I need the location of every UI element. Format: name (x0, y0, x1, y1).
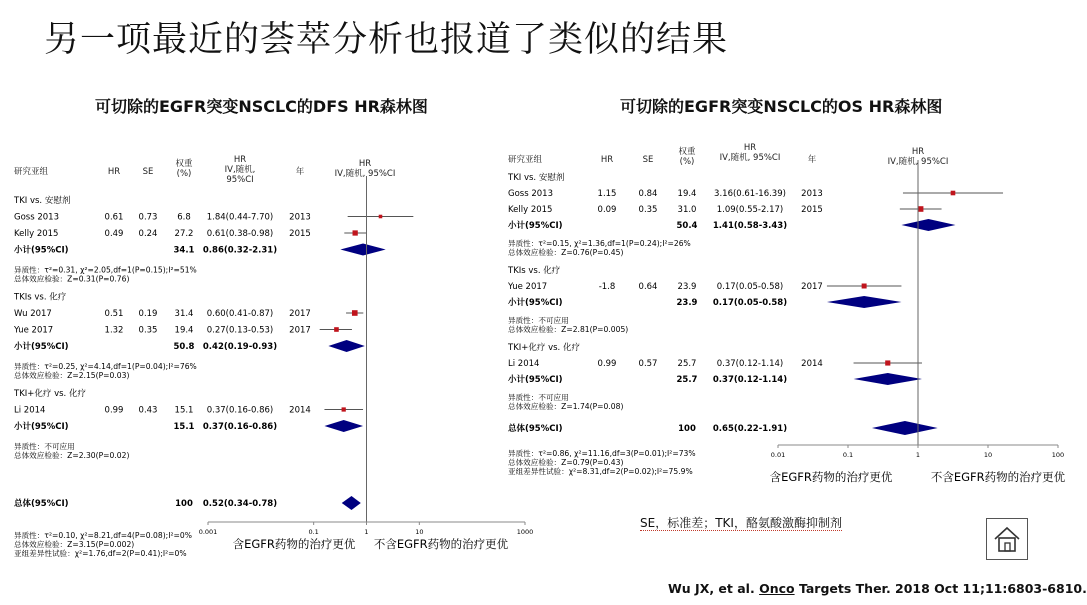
subtotal-label: 小计(95%CI) (508, 221, 563, 231)
study-year: 2014 (289, 405, 311, 416)
citation (668, 581, 1087, 596)
overall-stats: 总体效应检验：Z=0.79(P=0.43) (508, 458, 624, 467)
study-hr: 0.61 (104, 212, 124, 223)
subgroup-stats: 异质性：τ²=0.25, χ²=4.14,df=1(P=0.04);I²=76% (14, 362, 197, 371)
subtotal-label: 小计(95%CI) (14, 342, 69, 352)
x-tick-label: 10 (415, 528, 424, 536)
study-year: 2013 (289, 212, 311, 223)
x-tick-label: 10 (983, 451, 993, 459)
subtotal-weight: 25.7 (676, 375, 698, 385)
study-hr: 0.49 (104, 229, 124, 239)
study-hr: 0.09 (597, 205, 617, 215)
study-ci: 0.37(0.12-1.14) (716, 359, 784, 369)
study-weight: 6.8 (177, 212, 191, 223)
header-plot: HR IV,随机, 95%CI (887, 147, 949, 167)
overall-stats: 总体效应检验：Z=3.15(P=0.002) (14, 540, 135, 549)
header-hr: HR (107, 167, 121, 177)
x-tick-label: 1 (364, 528, 369, 536)
subtotal-label: 小计(95%CI) (14, 422, 69, 432)
study-name: Li 2014 (508, 359, 540, 369)
abbreviation-footnote (640, 514, 842, 531)
header-ci: HR IV,随机, 95%CI (719, 143, 781, 163)
study-name: Kelly 2015 (14, 229, 59, 239)
subgroup-stats: 异质性：τ²=0.15, χ²=1.36,df=1(P=0.24);I²=26% (508, 239, 691, 248)
study-square (353, 230, 358, 235)
study-ci: 3.16(0.61-16.39) (714, 189, 786, 199)
subtotal-diamond (901, 219, 955, 231)
subtotal-ci: 0.86(0.32-2.31) (202, 245, 278, 256)
study-name: Yue 2017 (14, 325, 54, 336)
study-year: 2015 (801, 205, 823, 215)
favor-left-label: 含EGFR药物的治疗更优 (232, 537, 356, 551)
overall-weight: 100 (175, 499, 193, 509)
x-tick-label: 0.01 (770, 451, 786, 459)
overall-stats: 亚组差异性试验：χ²=8.31,df=2(P=0.02);I²=75.9% (508, 467, 693, 476)
study-se: 0.35 (638, 205, 658, 215)
group-label: TKI+化疗 vs. 化疗 (508, 343, 580, 353)
citation-suffix: Targets Ther. 2018 Oct 11;11:6803-6810. (794, 581, 1087, 596)
slide-title: 另一项最近的荟萃分析也报道了类似的结果 (44, 20, 729, 60)
subgroup-stats: 总体效应检验：Z=2.30(P=0.02) (14, 451, 130, 460)
subtotal-weight: 50.4 (676, 221, 698, 231)
subtotal-weight: 23.9 (676, 298, 698, 308)
study-square (885, 360, 890, 365)
group-label: TKI vs. 安慰剂 (14, 196, 71, 206)
overall-label: 总体(95%CI) (508, 424, 563, 434)
overall-label: 总体(95%CI) (14, 499, 69, 509)
study-weight: 31.0 (677, 205, 697, 215)
study-ci: 1.09(0.55-2.17) (716, 205, 784, 215)
overall-stats: 异质性：τ²=0.10, χ²=8.21,df=4(P=0.08);I²=0% (14, 531, 192, 540)
overall-ci: 0.65(0.22-1.91) (712, 424, 788, 434)
subtotal-ci: 1.41(0.58-3.43) (712, 221, 788, 231)
subtotal-diamond (328, 340, 364, 352)
subgroup-stats: 总体效应检验：Z=2.15(P=0.03) (14, 371, 130, 380)
header-se: SE (142, 167, 154, 177)
study-ci: 0.27(0.13-0.53) (206, 325, 274, 336)
group-label: TKI+化疗 vs. 化疗 (14, 389, 86, 399)
header-weight: 权重(%) (175, 159, 193, 179)
favor-right-label: 不含EGFR药物的治疗更优 (373, 537, 509, 551)
study-se: 0.64 (638, 282, 658, 292)
study-year: 2017 (289, 325, 311, 336)
subtotal-weight: 15.1 (173, 422, 195, 432)
study-hr: 0.99 (104, 405, 124, 416)
subtotal-ci: 0.42(0.19-0.93) (202, 342, 278, 352)
study-square (334, 327, 339, 332)
subtotal-diamond (827, 296, 902, 308)
citation-journal: Onco (759, 581, 795, 596)
study-se: 0.43 (138, 405, 158, 416)
dfs-forest-plot (0, 140, 534, 570)
study-weight: 19.4 (677, 189, 697, 199)
x-tick-label: 0.1 (308, 528, 319, 536)
study-square (862, 284, 867, 289)
dfs-plot-title: 可切除的EGFR突变NSCLC的DFS HR森林图 (95, 97, 428, 116)
x-tick-label: 0.001 (198, 528, 218, 536)
overall-diamond (872, 421, 938, 435)
study-weight: 31.4 (174, 309, 194, 319)
study-weight: 19.4 (174, 325, 194, 336)
header-ci: HR IV,随机, 95%CI (224, 155, 256, 185)
study-se: 0.24 (138, 229, 158, 239)
header-year: 年 (807, 155, 817, 165)
study-hr: 1.32 (104, 325, 124, 336)
group-label: TKIs vs. 化疗 (14, 292, 67, 303)
subgroup-stats: 总体效应检验：Z=2.81(P=0.005) (508, 325, 629, 334)
study-ci: 0.37(0.16-0.86) (206, 405, 274, 416)
x-tick-label: 0.1 (842, 451, 854, 459)
study-year: 2015 (289, 229, 311, 239)
x-tick-label: 1000 (516, 528, 534, 536)
study-name: Kelly 2015 (508, 205, 553, 215)
subtotal-weight: 50.8 (173, 342, 195, 352)
header-hr: HR (600, 155, 614, 165)
header-study: 研究亚组 (508, 155, 543, 165)
subgroup-stats: 异质性：不可应用 (14, 442, 75, 451)
study-hr: 0.51 (104, 309, 124, 319)
study-hr: 0.99 (597, 359, 617, 369)
study-se: 0.73 (138, 212, 158, 223)
header-study: 研究亚组 (14, 167, 49, 177)
study-square (951, 191, 956, 196)
study-se: 0.57 (638, 359, 658, 369)
subgroup-stats: 异质性：不可应用 (508, 393, 569, 402)
subtotal-label: 小计(95%CI) (14, 245, 69, 256)
study-ci: 1.84(0.44-7.70) (206, 212, 274, 223)
study-weight: 15.1 (174, 405, 194, 416)
os-plot-title: 可切除的EGFR突变NSCLC的OS HR森林图 (620, 97, 943, 116)
header-weight: 权重(%) (678, 147, 696, 167)
study-year: 2013 (801, 189, 823, 199)
overall-stats: 异质性：τ²=0.86, χ²=11.16,df=3(P=0.01);I²=73% (508, 449, 696, 458)
x-tick-label: 100 (1051, 451, 1065, 459)
subgroup-stats: 总体效应检验：Z=1.74(P=0.08) (508, 402, 624, 411)
overall-ci: 0.52(0.34-0.78) (202, 499, 278, 509)
overall-diamond (342, 496, 361, 510)
study-ci: 0.60(0.41-0.87) (206, 309, 274, 319)
group-label: TKI vs. 安慰剂 (508, 173, 565, 183)
study-name: Wu 2017 (14, 309, 52, 319)
study-hr: 1.15 (597, 189, 617, 199)
study-weight: 27.2 (174, 229, 194, 239)
subtotal-label: 小计(95%CI) (508, 375, 563, 385)
favor-right-label: 不含EGFR药物的治疗更优 (930, 470, 1066, 484)
study-se: 0.19 (138, 309, 158, 319)
study-weight: 25.7 (677, 359, 697, 369)
os-forest-plot (500, 136, 1080, 496)
x-tick-label: 1 (915, 451, 921, 459)
footnote-text: SE，标准差；TKI，酪氨酸激酶抑制剂 (640, 516, 842, 530)
study-name: Li 2014 (14, 405, 46, 416)
study-year: 2014 (801, 359, 823, 369)
study-square (379, 215, 383, 219)
subtotal-ci: 0.17(0.05-0.58) (712, 298, 788, 308)
study-square (342, 407, 346, 411)
study-name: Yue 2017 (508, 282, 548, 292)
study-square (918, 206, 924, 212)
group-label: TKIs vs. 化疗 (508, 266, 561, 276)
subgroup-stats: 异质性：不可应用 (508, 316, 569, 325)
study-se: 0.84 (638, 189, 658, 199)
study-ci: 0.17(0.05-0.58) (716, 282, 784, 292)
subtotal-label: 小计(95%CI) (508, 298, 563, 308)
subtotal-ci: 0.37(0.12-1.14) (712, 375, 788, 385)
citation-prefix: Wu JX, et al. (668, 581, 760, 596)
study-name: Goss 2013 (508, 189, 553, 199)
study-year: 2017 (801, 282, 823, 292)
study-year: 2017 (289, 309, 311, 319)
study-hr: -1.8 (598, 282, 616, 292)
subtotal-weight: 34.1 (173, 245, 195, 256)
study-se: 0.35 (138, 325, 158, 336)
header-year: 年 (295, 167, 305, 177)
home-icon (987, 519, 1027, 559)
study-name: Goss 2013 (14, 212, 59, 223)
subtotal-diamond (324, 420, 363, 432)
favor-left-label: 含EGFR药物的治疗更优 (769, 470, 893, 484)
subtotal-diamond (854, 373, 922, 385)
header-se: SE (642, 155, 654, 165)
study-ci: 0.61(0.38-0.98) (206, 229, 274, 239)
study-square (352, 310, 358, 316)
study-weight: 23.9 (677, 282, 697, 292)
subgroup-stats: 总体效应检验：Z=0.31(P=0.76) (14, 274, 130, 284)
subtotal-ci: 0.37(0.16-0.86) (202, 422, 278, 432)
overall-weight: 100 (678, 424, 696, 434)
subtotal-diamond (340, 244, 385, 256)
home-button[interactable] (986, 518, 1028, 560)
overall-stats: 亚组差异性试验：χ²=1.76,df=2(P=0.41);I²=0% (14, 549, 187, 558)
header-plot: HR IV,随机, 95%CI (334, 159, 396, 179)
subgroup-stats: 异质性：τ²=0.31, χ²=2.05,df=1(P=0.15);I²=51% (14, 265, 197, 275)
subgroup-stats: 总体效应检验：Z=0.76(P=0.45) (508, 248, 624, 257)
